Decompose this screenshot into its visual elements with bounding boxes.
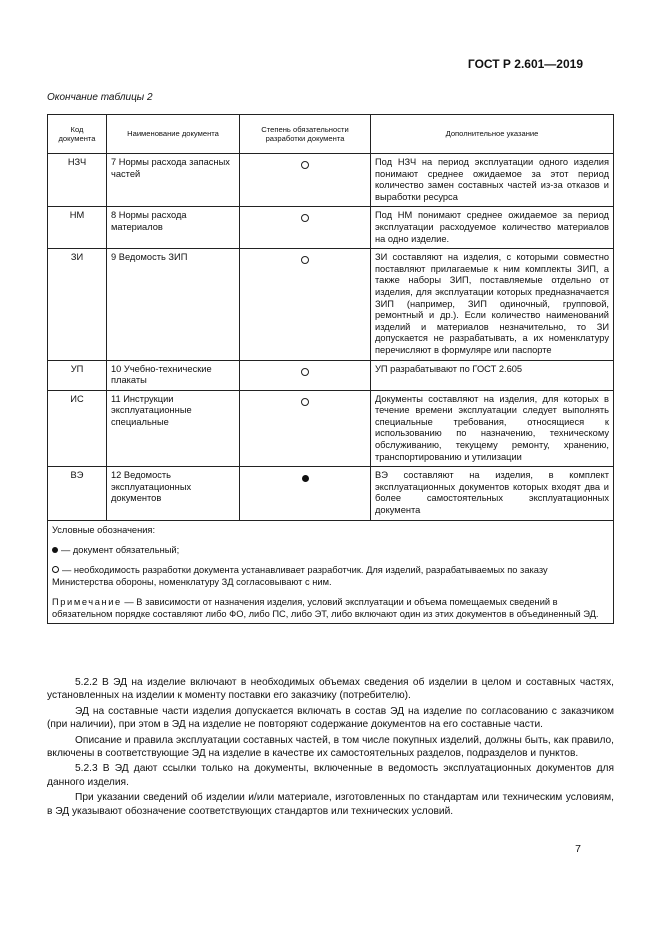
documents-table [47,114,614,624]
note-text: — В зависимости от назначения изделия, условий эксплуатации и объема помещаемых сведений в обязательном порядке составляют либо ФО, либо ПС, либо ЭТ, либо включают один из этих документов в объединенный ЭД. [52,596,599,619]
obligation-mark [240,390,371,467]
doc-note: Под НМ понимают среднее ожидаемое за период эксплуатации расходуемое количество материалов на одно изделие. [371,207,614,249]
obligation-mark [240,154,371,207]
doc-code: ИС [48,390,107,467]
table-row [48,390,614,467]
column-header-code: Код документа [48,115,107,154]
paragraph: Описание и правила эксплуатации составных частей, в том числе покупных изделий, должны быть, как правило, включены в соответствующие ЭД на изделие в качестве их самостоятельных разделов, подразделов и пунктов. [47,734,614,760]
legend-row [48,520,614,623]
open-circle-icon [301,368,309,376]
obligation-mark [240,207,371,249]
doc-note: Под НЗЧ на период эксплуатации одного изделия понимают среднее ожидаемое за этот период количество замен составных частей из-за отказов и выработки ресурса [371,154,614,207]
note-label: Примечание [52,596,122,607]
table-row [48,467,614,520]
doc-code: ВЭ [48,467,107,520]
column-header-note: Дополнительное указание [371,115,614,154]
doc-note: ВЭ составляют на изделия, в комплект эксплуатационных документов которых входят два и более самостоятельных эксплуатационных документа [371,467,614,520]
paragraph: 5.2.2 В ЭД на изделие включают в необходимых объемах сведения об изделии в целом и составных частях, установленных на изделии к моменту поставки его заказчику (потребителю). [47,677,614,702]
obligation-mark [240,360,371,390]
legend-title: Условные обозначения: [52,524,156,535]
body-text [47,676,614,820]
doc-note: УП разрабатывают по ГОСТ 2.605 [371,360,614,390]
table-row [48,154,614,207]
legend-cell [48,520,614,623]
open-circle-icon [301,256,309,264]
document-number: ГОСТ Р 2.601—2019 [467,57,583,71]
doc-note: Документы составляют на изделия, для которых в течение времени эксплуатации следует выполнять специальные требования, относящиеся к использованию по назначению, техническому обслуживанию, текущему ремонту, хранению, транспортированию и утилизации [371,390,614,467]
table-header-row [48,115,614,154]
doc-name: 7 Нормы расхода запасных частей [107,154,240,207]
obligation-mark [240,249,371,360]
paragraph: ЭД на составные части изделия допускается включать в состав ЭД на изделие по согласованию с заказчиком (при наличии), при этом в ЭД на изделие не повторяют содержание документов на его составные части. [47,705,614,731]
open-circle-icon [301,161,309,169]
doc-code: УП [48,360,107,390]
legend-mandatory-text: — документ обязательный; [61,544,180,555]
open-circle-icon [301,214,309,222]
open-circle-icon [301,398,309,406]
table-row [48,360,614,390]
filled-circle-icon [52,547,58,553]
paragraph: При указании сведений об изделии и/или материале, изготовленных по стандартам или техническим условиям, в ЭД указывают обозначение соответствующих стандартов или технических условий. [47,792,614,817]
doc-name: 11 Инструкции эксплуатационные специальные [107,390,240,467]
table-row [48,249,614,360]
doc-name: 10 Учебно-технические плакаты [107,360,240,390]
doc-code: НМ [48,207,107,249]
doc-code: ЗИ [48,249,107,360]
open-circle-icon [52,566,59,573]
doc-name: 8 Нормы расхода материалов [107,207,240,249]
legend-optional [52,564,609,588]
doc-name: 12 Ведомость эксплуатационных документов [107,467,240,520]
legend-optional-text: — необходимость разработки документа устанавливает разработчик. Для изделий, разрабатываемых по заказу Министерства обороны, номенклатуру ЗД согласовывают с ним. [52,564,548,587]
filled-circle-icon [302,475,309,482]
legend-mandatory [52,544,609,556]
table-caption: Окончание таблицы 2 [47,92,153,103]
doc-code: НЗЧ [48,154,107,207]
obligation-mark [240,467,371,520]
page-number: 7 [575,843,581,855]
table-row [48,207,614,249]
column-header-name: Наименование документа [107,115,240,154]
column-header-obligation: Степень обязательности разработки документа [240,115,371,154]
doc-note: ЗИ составляют на изделия, с которыми совместно поставляют прилагаемые к ним комплекты ЗИП, а также наборы ЗИП, поставляемые отдельно от изделия, для эксплуатации которых предназначается ЗИП (например, ЗИП одиночный, групповой, ремонтный и др.). Если количество наименований изделий и материалов незначительно, то ЗИ допускается не разрабатывать, а их номенклатуру перечисляют в формуляре или паспорте [371,249,614,360]
paragraph: 5.2.3 В ЭД дают ссылки только на документы, включенные в ведомость эксплуатационных документов для данного изделия. [47,763,614,788]
doc-name: 9 Ведомость ЗИП [107,249,240,360]
legend-note [52,596,609,620]
